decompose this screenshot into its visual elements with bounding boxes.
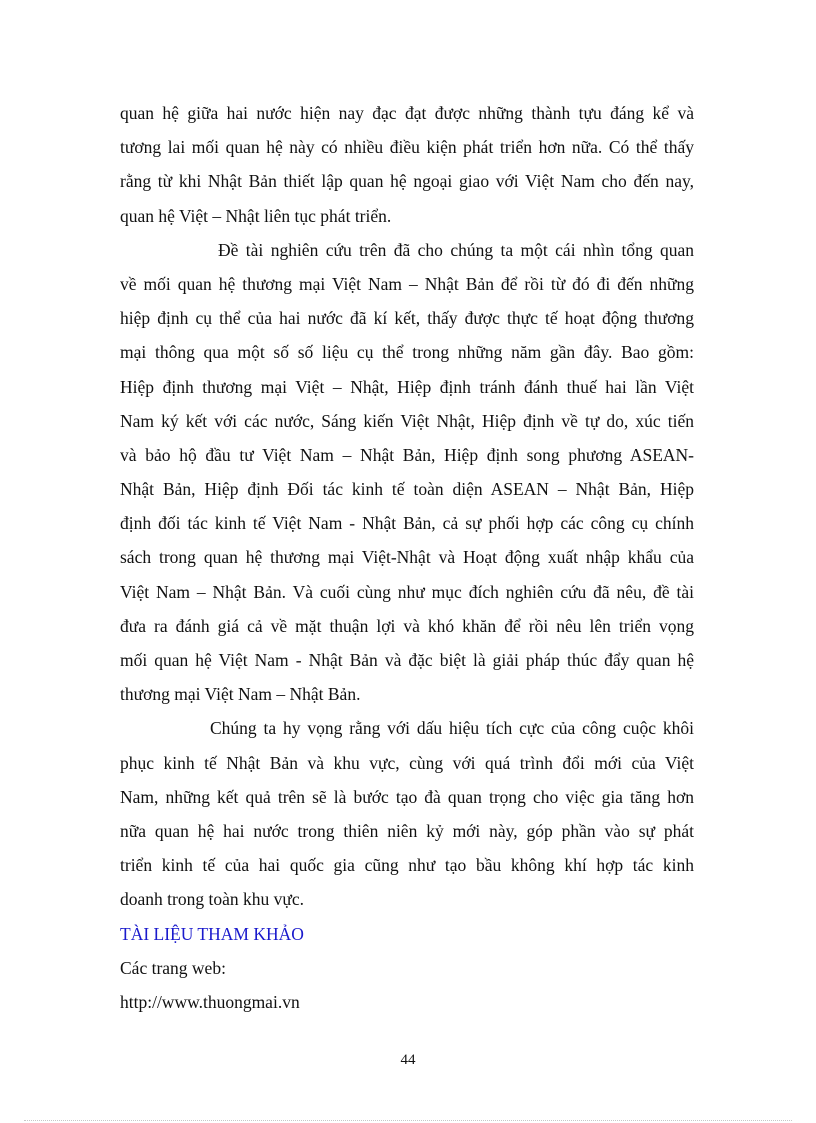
text-line: mại thông qua một số số liệu cụ thể trong những năm gần đây. Bao gồm: [120,342,694,363]
text-line: triển kinh tế của hai quốc gia cũng như tạo bầu không khí hợp tác kinh [120,855,694,876]
text-line: sách trong quan hệ thương mại Việt-Nhật và Hoạt động xuất nhập khẩu của [120,547,694,568]
text-line: tương lai mối quan hệ này có nhiều điều kiện phát triển hơn nữa. Có thể thấy [120,137,694,158]
text-line: Việt Nam – Nhật Bản. Và cuối cùng như mục đích nghiên cứu đã nêu, đề tài [120,581,694,602]
text-line: Nam ký kết với các nước, Sáng kiến Việt Nhật, Hiệp định về tự do, xúc tiến [120,410,694,431]
text-line: rằng từ khi Nhật Bản thiết lập quan hệ ngoại giao với Việt Nam cho đến nay, [120,171,694,192]
text-line: quan hệ giữa hai nước hiện nay đạc đạt được những thành tựu đáng kể và [120,103,694,123]
text-line: quan hệ Việt – Nhật liên tục phát triển. [120,205,392,226]
footer-divider [24,1120,792,1121]
text-line: và bảo hộ đầu tư Việt Nam – Nhật Bản, Hiệp định song phương ASEAN- [120,444,694,465]
website-url: http://www.thuongmai.vn [120,991,300,1012]
text-line: Hiệp định thương mại Việt – Nhật, Hiệp định tránh đánh thuế hai lần Việt [120,376,694,397]
text-line: hiệp định cụ thể của hai nước đã kí kết, thấy được thực tế hoạt động thương [120,308,694,329]
text-line: doanh trong toàn khu vực. [120,889,304,910]
body-text [120,96,694,1019]
text-line: nữa quan hệ hai nước trong thiên niên kỷ mới này, góp phần vào sự phát [120,820,694,841]
text-line: Nhật Bản, Hiệp định Đối tác kinh tế toàn diện ASEAN – Nhật Bản, Hiệp [120,479,694,500]
text-line: về mối quan hệ thương mại Việt Nam – Nhật Bản để rồi từ đó đi đến những [120,273,694,294]
text-line: phục kinh tế Nhật Bản và khu vực, cùng với quá trình đổi mới của Việt [120,752,694,773]
text-line: Nam, những kết quả trên sẽ là bước tạo đà quan trọng cho việc gia tăng hơn [120,786,694,807]
text-line: mối quan hệ Việt Nam - Nhật Bản và đặc biệt là giải pháp thúc đẩy quan hệ [120,650,694,670]
websites-label: Các trang web: [120,957,226,978]
text-line: định đối tác kinh tế Việt Nam - Nhật Bản, cả sự phối hợp các công cụ chính [120,513,694,534]
text-line: thương mại Việt Nam – Nhật Bản. [120,684,361,705]
text-line: đưa ra đánh giá cả về mặt thuận lợi và khó khăn để rồi nêu lên triển vọng [120,615,694,636]
page-number: 44 [400,1052,416,1068]
paragraph-first-line: Đề tài nghiên cứu trên đã cho chúng ta một cái nhìn tổng quan [218,239,694,260]
references-heading: TÀI LIỆU THAM KHẢO [120,923,304,944]
paragraph-first-line: Chúng ta hy vọng rằng với dấu hiệu tích cực của công cuộc khôi [210,718,694,739]
